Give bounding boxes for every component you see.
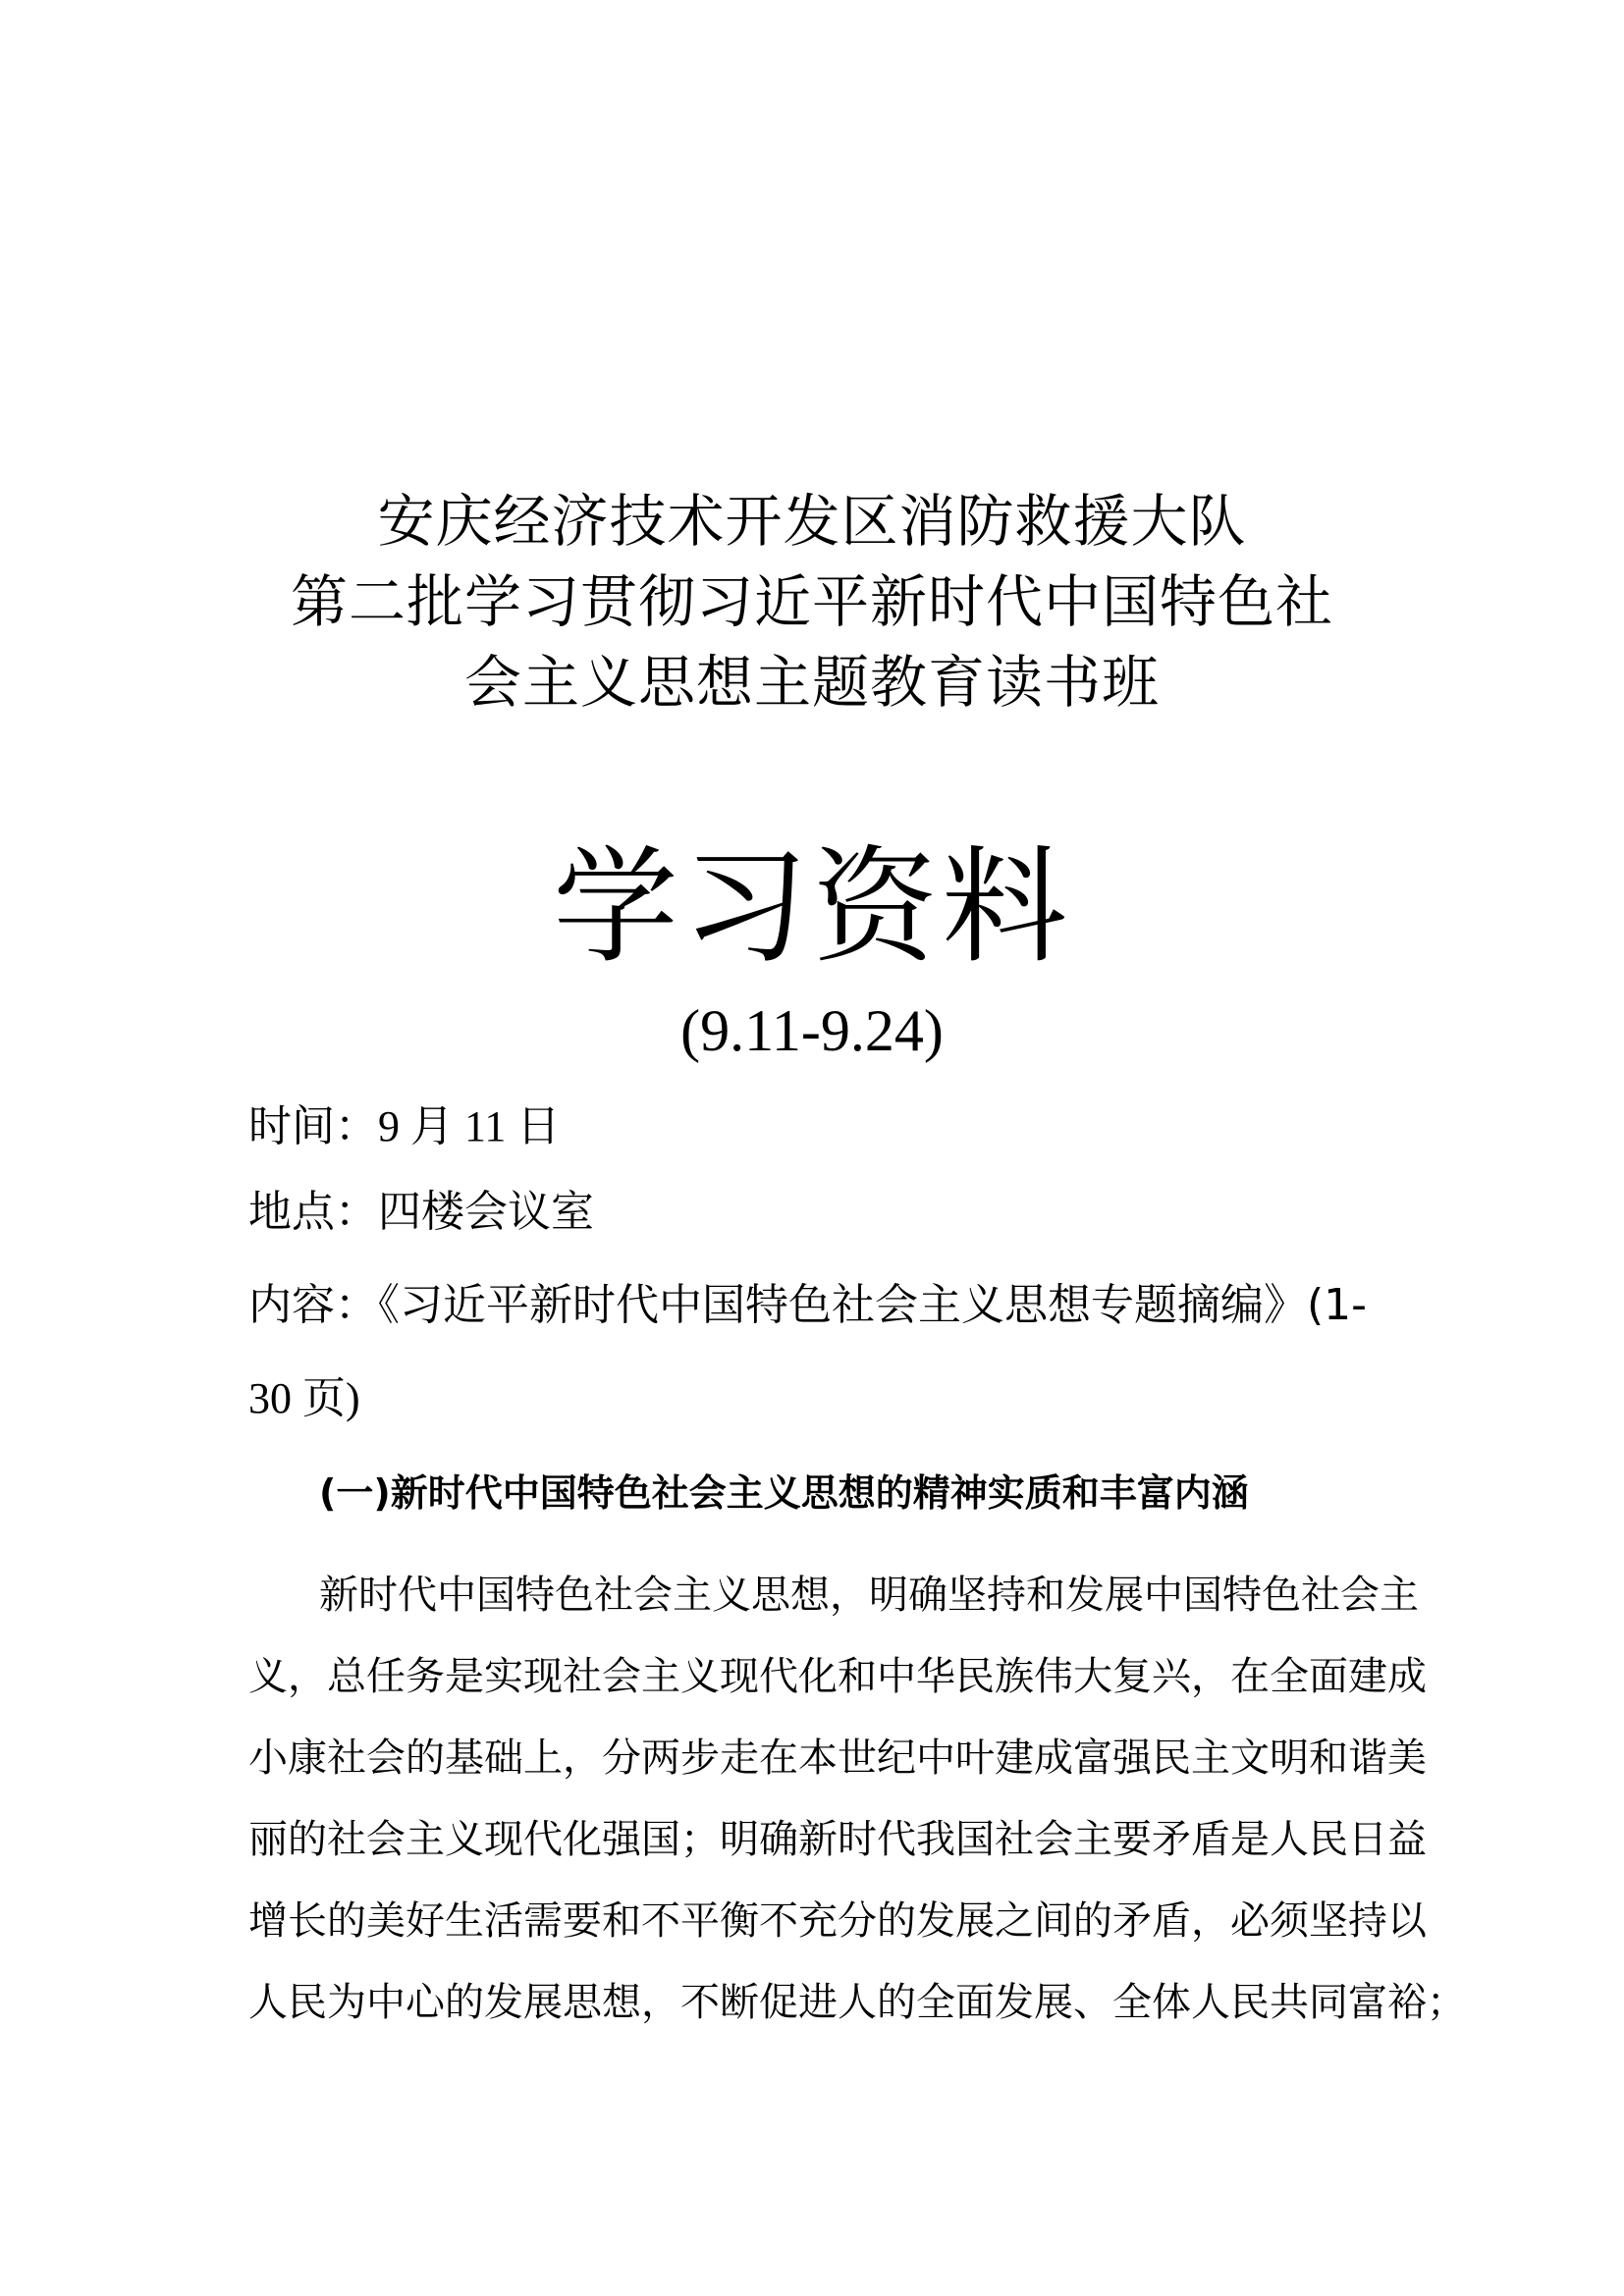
paragraph-line: 增长的美好生活需要和不平衡不充分的发展之间的矛盾，必须坚持以 (248, 1898, 1427, 1944)
title-line-2: 第二批学习贯彻习近平新时代中国特色社 (290, 568, 1333, 635)
main-heading: 学习资料 (552, 834, 1071, 981)
time-label: 时间： (248, 1101, 378, 1151)
paragraph-line: 小康社会的基础上，分两步走在本世纪中叶建成富强民主文明和谐美 (248, 1735, 1427, 1781)
meta-content-line2 (248, 1369, 360, 1428)
meta-place (248, 1183, 594, 1242)
time-value: 9 月 11 日 (378, 1102, 561, 1150)
paragraph-line: 丽的社会主义现代化强国；明确新时代我国社会主要矛盾是人民日益 (248, 1817, 1427, 1862)
place-value: 四楼会议室 (378, 1187, 594, 1237)
meta-content (248, 1276, 1367, 1335)
date-range: (9.11-9.24) (680, 998, 944, 1063)
paragraph-line: 人民为中心的发展思想，不断促进人的全面发展、全体人民共同富裕； (248, 1980, 1466, 2025)
paragraph-line: 义，总任务是实现社会主义现代化和中华民族伟大复兴，在全面建成 (248, 1654, 1427, 1699)
title-line-3: 会主义思想主题教育读书班 (463, 649, 1160, 716)
section-heading: (一)新时代中国特色社会主义思想的精神实质和丰富内涵 (319, 1471, 1249, 1515)
content-value-line2: 30 页) (248, 1374, 360, 1422)
place-label: 地点： (248, 1187, 378, 1237)
title-line-1: 安庆经济技术开发区消防救援大队 (377, 488, 1247, 555)
document-title (0, 481, 1624, 722)
paragraph-line: 新时代中国特色社会主义思想，明确坚持和发展中国特色社会主 (319, 1573, 1419, 1618)
meta-time (248, 1097, 560, 1156)
content-value-line1: 《习近平新时代中国特色社会主义思想专题摘编》(1- (378, 1280, 1368, 1330)
content-label: 内容： (248, 1280, 378, 1330)
